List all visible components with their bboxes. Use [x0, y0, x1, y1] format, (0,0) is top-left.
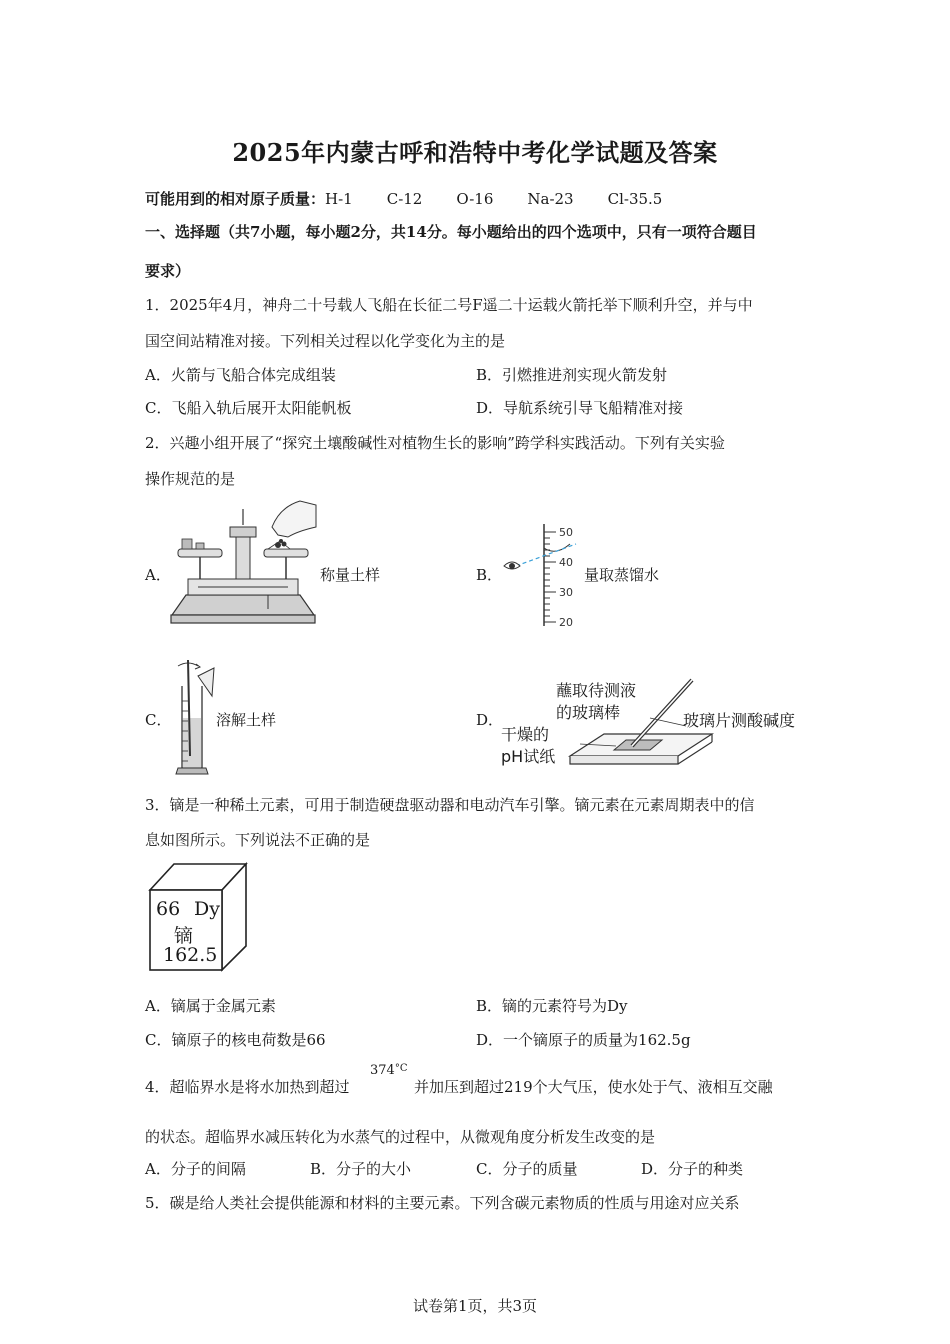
- q4-temp-value: 374: [370, 1063, 395, 1078]
- atomic-mass-cl: Cl-35.5: [607, 190, 663, 208]
- q1-option-b: B．引燃推进剂实现火箭发射: [476, 366, 668, 384]
- page-title: 2025年内蒙古呼和浩特中考化学试题及答案: [232, 138, 718, 167]
- q4-stem-line1-post: 并加压到超过219个大气压，使水处于气、液相互交融: [414, 1078, 773, 1096]
- q5-stem-line1: 5．碳是给人类社会提供能源和材料的主要元素。下列含碳元素物质的性质与用途对应关系: [145, 1194, 740, 1212]
- atomic-mass-label: 可能用到的相对原子质量：: [145, 190, 326, 208]
- q2-option-d-letter: D．: [476, 711, 504, 729]
- tick-label-30: 30: [559, 586, 573, 599]
- cylinder-reading-illustration: [498, 522, 580, 628]
- element-symbol: Dy: [194, 898, 220, 920]
- tick-label-50: 50: [559, 526, 573, 539]
- q4-stem-line1-pre: 4．超临界水是将水加热到超过: [145, 1078, 350, 1096]
- q2-option-c-letter: C．: [145, 711, 172, 729]
- q4-temp-unit: °C: [394, 1063, 408, 1074]
- q4-option-b: B．分子的大小: [310, 1160, 412, 1178]
- element-name: 镝: [174, 925, 194, 947]
- q2-option-c-caption: 溶解土样: [216, 711, 277, 729]
- q2-option-b-caption: 量取蒸馏水: [584, 566, 660, 584]
- q3-option-c: C．镝原子的核电荷数是66: [145, 1031, 326, 1049]
- q4-option-d: D．分子的种类: [641, 1160, 744, 1178]
- q3-option-a: A．镝属于金属元素: [145, 997, 276, 1015]
- q4-option-c: C．分子的质量: [476, 1160, 578, 1178]
- q3-option-b: B．镝的元素符号为Dy: [476, 997, 628, 1015]
- tick-label-40: 40: [559, 556, 573, 569]
- section-heading-line1: 一、选择题（共7小题，每小题2分，共14分。每小题给出的四个选项中，只有一项符合题目: [145, 223, 757, 241]
- label-glass-slide: 玻璃片测酸碱度: [683, 711, 796, 730]
- atomic-mass-h: H-1: [325, 190, 353, 208]
- atomic-mass-c: C-12: [386, 190, 423, 208]
- q4-temperature: [370, 1063, 407, 1078]
- dissolve-cylinder-illustration: [168, 656, 220, 776]
- section-heading-line2: 要求）: [145, 262, 191, 280]
- tick-label-20: 20: [559, 616, 573, 628]
- q3-stem-line1: 3．镝是一种稀土元素，可用于制造硬盘驱动器和电动汽车引擎。镝元素在元素周期表中的信: [145, 796, 755, 814]
- q2-option-a-letter: A．: [145, 566, 171, 584]
- q1-option-c: C．飞船入轨后展开太阳能帆板: [145, 399, 352, 417]
- q3-stem-line2: 息如图所示。下列说法不正确的是: [145, 831, 371, 849]
- element-mass: 162.5: [163, 944, 218, 966]
- label-rod-line2: 的玻璃棒: [556, 703, 621, 722]
- q1-option-d: D．导航系统引导飞船精准对接: [476, 399, 684, 417]
- label-paper-line1: 干燥的: [501, 725, 550, 744]
- q2-stem-line2: 操作规范的是: [145, 470, 236, 488]
- q1-stem-line1: 1．2025年4月，神舟二十号载人飞船在长征二号F遥二十运载火箭托举下顺利升空，并与中: [145, 296, 753, 314]
- q4-option-a: A．分子的间隔: [145, 1160, 246, 1178]
- q4-stem-line2: 的状态。超临界水减压转化为水蒸气的过程中，从微观角度分析发生改变的是: [145, 1128, 656, 1146]
- label-paper-line2: pH试纸: [501, 747, 556, 766]
- q2-option-b-letter: B．: [476, 566, 503, 584]
- q1-stem-line2: 国空间站精准对接。下列相关过程以化学变化为主的是: [145, 332, 506, 350]
- atomic-mass-o: O-16: [456, 190, 494, 208]
- balance-scale-illustration: [168, 497, 318, 627]
- q3-option-d: D．一个镝原子的质量为162.5g: [476, 1031, 691, 1049]
- q2-stem-line1: 2．兴趣小组开展了“探究土壤酸碱性对植物生长的影响”跨学科实践活动。下列有关实验: [145, 434, 725, 452]
- page-footer: 试卷第1页，共3页: [412, 1297, 538, 1315]
- element-number: 66: [156, 898, 181, 920]
- atomic-mass-na: Na-23: [527, 190, 574, 208]
- q1-option-a: A．火箭与飞船合体完成组装: [145, 366, 336, 384]
- atomic-mass-line: [145, 189, 662, 209]
- q2-option-a-caption: 称量土样: [320, 566, 381, 584]
- label-rod-line1: 蘸取待测液: [556, 681, 637, 700]
